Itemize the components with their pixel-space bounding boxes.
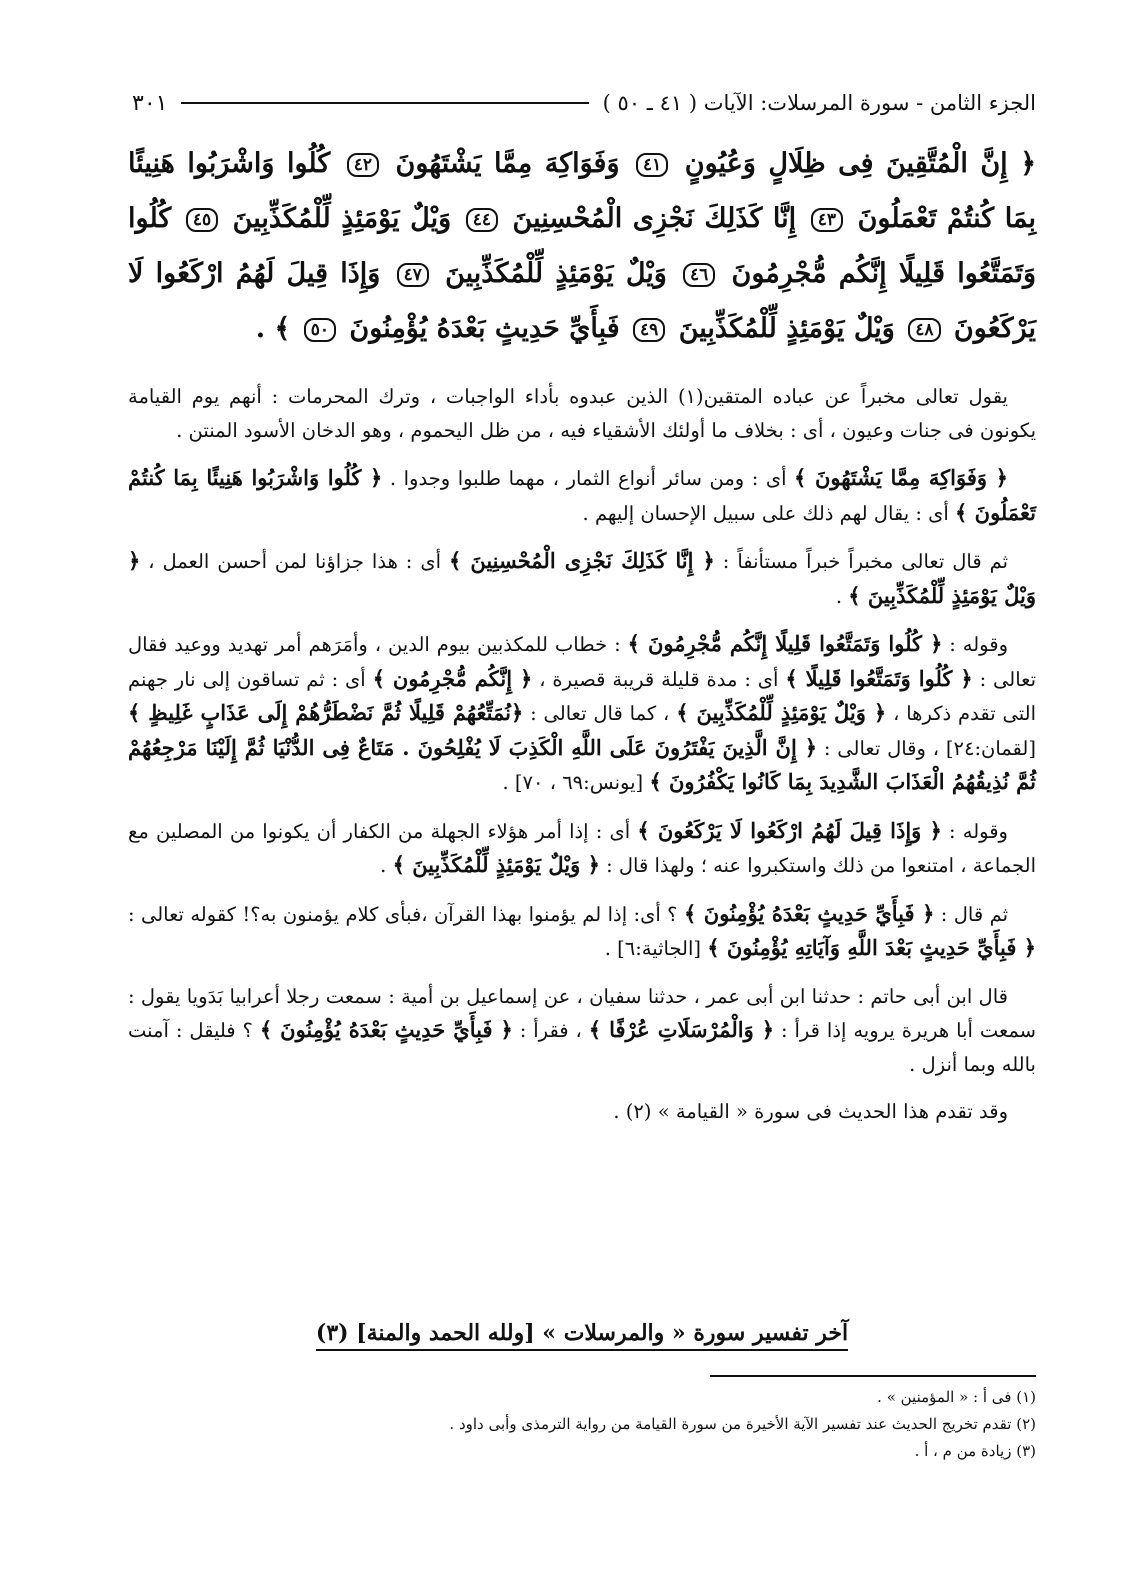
quote: ﴿ إِنَّكُم مُّجْرِمُون ﴾: [372, 665, 533, 691]
footnote-3: (٣) زيادة من م ، أ .: [914, 1442, 1036, 1460]
quote: ﴿ وَيْلٌ يَوْمَئِذٍ لِّلْمُكَذِّبِينَ ﴾: [128, 548, 1036, 608]
verse-number-49: ٤٩: [633, 318, 665, 342]
paragraph-text: أى : مدة قليلة قريبة قصيرة ،: [532, 667, 786, 691]
footnote-1: (١) فى أ : « المؤمنين » .: [877, 1388, 1036, 1406]
quote: ﴿ وَفَوَاكِهَ مِمَّا يَشْتَهُونَ ﴾: [794, 465, 1008, 490]
verse-45: وَيْلٌ يَوْمَئِذٍ لِّلْمُكَذِّبِينَ: [232, 203, 452, 234]
paragraph-text: [الجاثية:٦] .: [604, 937, 708, 960]
paragraph-text: أى : هذا جزاؤنا لمن أحسن العمل ،: [140, 550, 449, 573]
paragraph-text: وقوله :: [942, 633, 1008, 656]
paragraph-8: وقد تقدم هذا الحديث فى سورة « القيامة » (٢) .: [613, 1100, 1008, 1123]
verse-44: إِنَّا كَذَلِكَ نَجْزِى الْمُحْسِنِينَ: [512, 203, 797, 234]
paragraph-text: أى : يقال لهم ذلك على سبيل الإحسان إليهم .: [582, 501, 956, 525]
paragraph-text: أى : ومن سائر أنواع الثمار ، مهما طلبوا وجدوا .: [382, 467, 795, 490]
footnote-separator: [710, 1375, 1036, 1377]
paragraph-text: ؟ أى: إذا لم يؤمنوا بهذا القرآن ،فبأى كلام يؤمنون به؟! كقوله تعالى :: [128, 902, 684, 926]
paragraph-3: [128, 544, 1036, 613]
paragraph-text: .: [380, 854, 393, 877]
paragraph-text: قال ابن أبى حاتم : حدثنا ابن أبى عمر ، حدثنا سفيان ، عن إسماعيل بن أمية : سمعت رجلا أعرابيا بَدَويا يقول : سمعت أبا هريرة يرويه إذا قرأ :: [128, 984, 1037, 1042]
quote: ﴿ وَيْلٌ يَوْمَئِذٍ لِّلْمُكَذِّبِينَ ﴾: [392, 852, 600, 877]
verse-49: وَيْلٌ يَوْمَئِذٍ لِّلْمُكَذِّبِينَ: [678, 313, 895, 344]
paragraph-4: [128, 627, 1036, 800]
verse-50: فَبِأَيِّ حَدِيثٍ بَعْدَهُ يُؤْمِنُونَ: [349, 313, 620, 344]
commentary-body: [128, 380, 1036, 1143]
paragraph-5: [128, 814, 1036, 883]
running-title: الجزء الثامن - سورة المرسلات: الآيات ( ٤١ ـ ٥٠ ): [602, 91, 1036, 115]
verse-48: وَإِذَا قِيلَ لَهُمُ ارْكَعُوا لَا يَرْكَعُونَ: [128, 258, 1036, 344]
verse-number-43: ٤٣: [811, 208, 843, 232]
paragraph-text: ؟ فليقل : آمنت بالله وبما أنزل .: [128, 1019, 1036, 1076]
quote: ﴿ كُلُوا وَتَمَتَّعُوا قَلِيلًا ﴾: [785, 665, 973, 691]
verse-number-46: ٤٦: [683, 263, 715, 287]
paragraph-text: وقوله :: [941, 819, 1008, 843]
paragraph-text: : خطاب للمكذبين بيوم الدين ، وأمَرَهم أمر تهديد ووعيد فقال تعالى :: [128, 633, 1037, 691]
quote: ﴿نُمَتِّعُهُمْ قَلِيلًا ثُمَّ نَضْطَرُّهُمْ إِلَى عَذَابٍ غَلِيظٍ ﴾: [128, 700, 524, 725]
footnote-2: (٢) تقدم تخريج الحديث عند تفسير الآية الأخيرة من سورة القيامة من رواية الترمذى وأبى داود .: [449, 1415, 1036, 1433]
footnotes: [128, 1384, 1036, 1465]
surah-closing-line: [128, 1320, 1036, 1346]
verse-47: وَيْلٌ يَوْمَئِذٍ لِّلْمُكَذِّبِينَ: [445, 258, 667, 289]
paragraph-text: [لقمان:٢٤] ، وقال تعالى :: [817, 736, 1036, 760]
paragraph-text: ، فقرأ :: [512, 1019, 589, 1042]
verse-43: كُلُوا وَاشْرَبُوا هَنِيئًا بِمَا كُنتُمْ تَعْمَلُونَ: [128, 148, 1037, 234]
paragraph-text: ثم قال :: [934, 902, 1008, 926]
quote: ﴿ وَالْمُرْسَلَاتِ عُرْفًا ﴾: [588, 1017, 775, 1042]
page-header: [132, 86, 1036, 120]
paragraph-1: يقول تعالى مخبراً عن عباده المتقين(١) الذين عبدوه بأداء الواجبات ، وترك المحرمات : أنهم يوم القيامة يكونون فى جنات وعيون ، أى : بخلاف ما أولئك الأشقياء فيه ، من ظل اليحموم ، وهو الدخان الأسود المنتن .: [128, 385, 1036, 442]
verse-number-44: ٤٤: [466, 208, 498, 232]
quote: ﴿ إِنَّا كَذَلِكَ نَجْزِى الْمُحْسِنِينَ ﴾: [448, 548, 715, 573]
verse-number-41: ٤١: [636, 153, 668, 177]
verse-number-48: ٤٨: [908, 318, 940, 342]
verse-46: كُلُوا وَتَمَتَّعُوا قَلِيلًا إِنَّكُم مُّجْرِمُونَ: [128, 203, 1036, 289]
paragraph-2: [128, 461, 1036, 530]
verse-number-45: ٤٥: [186, 208, 218, 232]
header-rule: [181, 102, 588, 104]
quote: ﴿ فَبِأَيِّ حَدِيثٍ بَعْدَ اللَّهِ وَآيَاتِهِ يُؤْمِنُونَ ﴾: [707, 935, 1036, 960]
quote: ﴿ وَإِذَا قِيلَ لَهُمُ ارْكَعُوا لَا يَرْكَعُونَ ﴾: [637, 817, 942, 843]
verse-number-47: ٤٧: [397, 263, 429, 287]
paragraph-6: [128, 897, 1036, 966]
quote: ﴿ فَبِأَيِّ حَدِيثٍ بَعْدَهُ يُؤْمِنُونَ ﴾: [683, 900, 935, 926]
quote: ﴿ كُلُوا وَتَمَتَّعُوا قَلِيلًا إِنَّكُم مُّجْرِمُونَ ﴾: [627, 631, 943, 656]
verse-41: إِنَّ الْمُتَّقِينَ فِى ظِلَالٍ وَعُيُونٍ: [684, 148, 1008, 179]
verse-number-42: ٤٢: [347, 153, 379, 177]
quote: ﴿ وَيْلٌ يَوْمَئِذٍ لِّلْمُكَذِّبِينَ ﴾: [676, 700, 887, 725]
paragraph-text: ، كما قال تعالى :: [523, 702, 677, 725]
verse-open-bracket: ﴿: [1020, 148, 1037, 179]
paragraph-text: [يونس:٦٩ ، ٧٠] .: [502, 771, 650, 794]
paragraph-text: .: [835, 584, 849, 608]
quote: ﴿ إِنَّ الَّذِينَ يَفْتَرُونَ عَلَى اللَّهِ الْكَذِبَ لَا يُفْلِحُونَ . مَتَاعٌ فِى الدُّنْيَا ثُمَّ إِلَيْنَا مَرْجِعُهُمْ ثُمَّ نُذِيقُهُمُ الْعَذَابَ الشَّدِيدَ بِمَا كَانُوا يَكْفُرُونَ ﴾: [128, 734, 1036, 794]
verse-number-50: ٥٠: [304, 318, 336, 342]
paragraph-text: أى : ثم تساقون إلى نار جهنم التى تقدم ذكرها ،: [128, 667, 1036, 725]
paragraph-7: [128, 980, 1036, 1082]
verse-close-bracket: ﴾ .: [255, 313, 291, 344]
quote: ﴿ كُلُوا وَاشْرَبُوا هَنِيئًا بِمَا كُنتُمْ تَعْمَلُونَ ﴾: [128, 465, 1036, 525]
quote: ﴿ فَبِأَيِّ حَدِيثٍ بَعْدَهُ يُؤْمِنُونَ ﴾: [259, 1017, 513, 1042]
verse-42: وَفَوَاكِهَ مِمَّا يَشْتَهُونَ: [395, 148, 620, 179]
quran-verses-block: [128, 136, 1036, 356]
closing-text: آخر تفسير سورة « والمرسلات » [ولله الحمد والمنة] (٣): [316, 1320, 848, 1351]
page-number: ٣٠١: [132, 90, 168, 116]
paragraph-text: أى : إذا أمر هؤلاء الجهلة من الكفار أن يكونوا من المصلين مع الجماعة ، امتنعوا من ذلك واستكبروا عنه ؛ ولهذا قال :: [128, 819, 1036, 877]
paragraph-text: ثم قال تعالى مخبراً خبراً مستأنفاً :: [714, 550, 1008, 573]
